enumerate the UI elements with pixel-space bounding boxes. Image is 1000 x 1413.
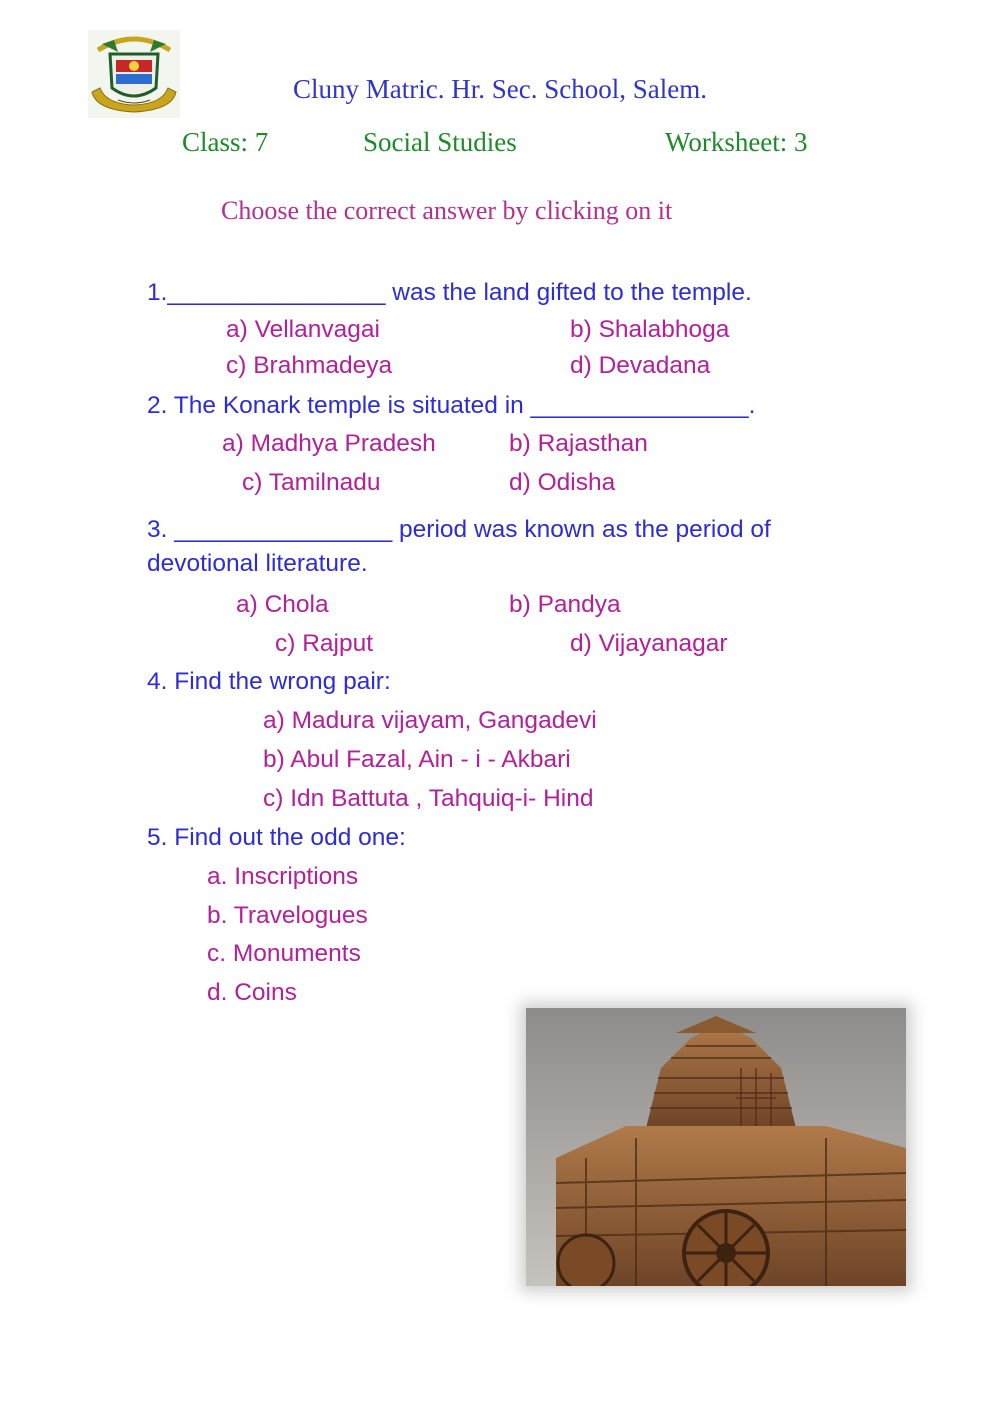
q5-option-a[interactable]: a. Inscriptions xyxy=(207,863,359,890)
question-5-text: 5. Find out the odd one: xyxy=(147,824,406,851)
instruction-text: Choose the correct answer by clicking on it xyxy=(221,196,673,225)
q2-option-b[interactable]: b) Rajasthan xyxy=(509,430,648,457)
q3-option-b[interactable]: b) Pandya xyxy=(509,591,621,618)
q3-option-c[interactable]: c) Rajput xyxy=(275,630,374,657)
q5-option-d[interactable]: d. Coins xyxy=(207,979,297,1006)
class-label: Class: 7 xyxy=(182,127,269,157)
q1-option-c[interactable]: c) Brahmadeya xyxy=(226,352,393,379)
q3-option-a[interactable]: a) Chola xyxy=(236,591,329,618)
q4-option-a[interactable]: a) Madura vijayam, Gangadevi xyxy=(263,707,597,734)
worksheet-label: Worksheet: 3 xyxy=(665,127,808,157)
question-3-text-line-2: devotional literature. xyxy=(147,550,368,577)
q4-option-b[interactable]: b) Abul Fazal, Ain - i - Akbari xyxy=(263,746,571,773)
q2-option-d[interactable]: d) Odisha xyxy=(509,469,616,496)
q2-option-c[interactable]: c) Tamilnadu xyxy=(242,469,381,496)
q4-option-c[interactable]: c) Idn Battuta , Tahquiq-i- Hind xyxy=(263,785,594,812)
question-3-text-line-1: 3. ________________ period was known as the period of xyxy=(147,516,771,543)
q5-option-b[interactable]: b. Travelogues xyxy=(207,902,368,929)
question-2-text: 2. The Konark temple is situated in ________________. xyxy=(147,392,756,419)
q1-option-d[interactable]: d) Devadana xyxy=(570,352,711,379)
q5-option-c[interactable]: c. Monuments xyxy=(207,940,361,967)
school-name: Cluny Matric. Hr. Sec. School, Salem. xyxy=(293,74,707,104)
q1-option-b[interactable]: b) Shalabhoga xyxy=(570,316,730,343)
q2-option-a[interactable]: a) Madhya Pradesh xyxy=(222,430,436,457)
subject-label: Social Studies xyxy=(363,127,517,157)
q3-option-d[interactable]: d) Vijayanagar xyxy=(570,630,728,657)
q1-option-a[interactable]: a) Vellanvagai xyxy=(226,316,380,343)
konark-temple-image xyxy=(526,1008,906,1286)
question-1-text: 1.________________ was the land gifted to the temple. xyxy=(147,279,752,306)
school-logo-icon xyxy=(88,30,180,118)
question-4-text: 4. Find the wrong pair: xyxy=(147,668,391,695)
